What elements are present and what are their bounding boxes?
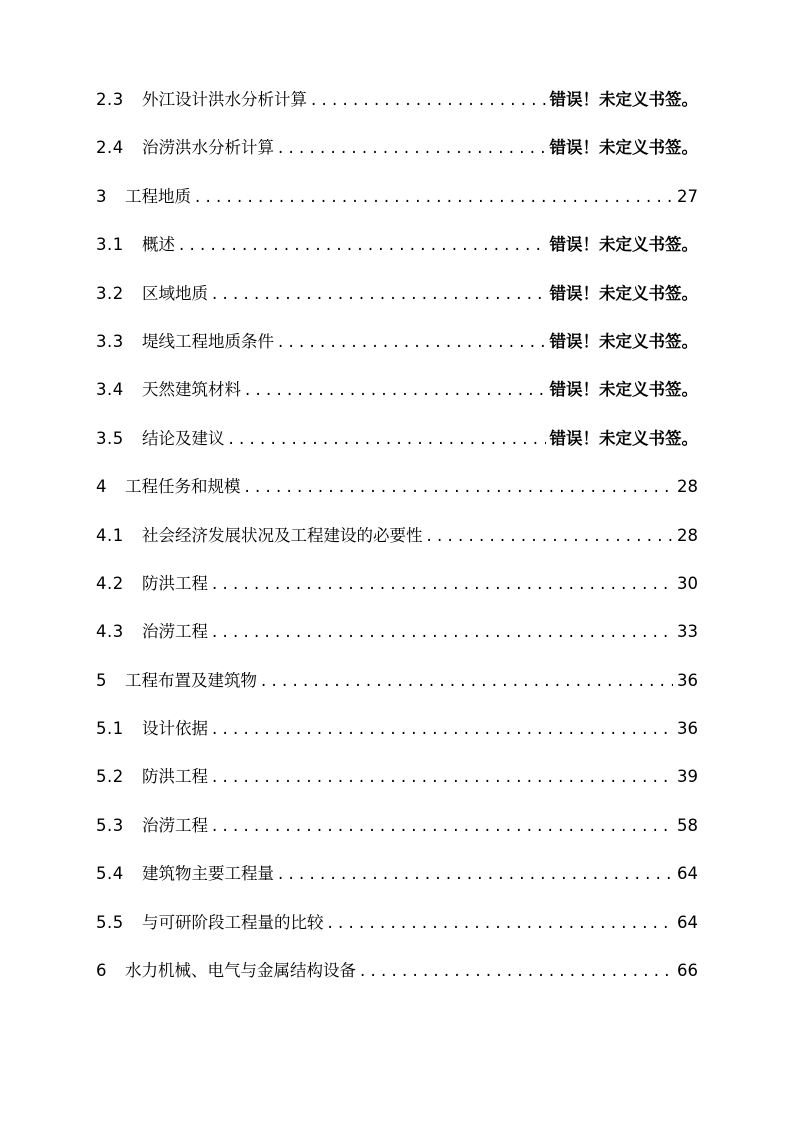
toc-entry-title: 社会经济发展状况及工程建设的必要性 <box>142 525 423 545</box>
toc-entry-title: 设计依据 <box>142 719 208 739</box>
toc-entry[interactable] <box>96 187 698 235</box>
toc-entry[interactable] <box>96 477 698 525</box>
toc-entry-number: 3 <box>96 186 107 206</box>
toc-entry-page-number: 58 <box>677 815 698 835</box>
toc-entry-page-number: 64 <box>677 864 698 884</box>
toc-entry-title: 治涝洪水分析计算 <box>142 138 274 158</box>
toc-entry-number: 3.5 <box>96 428 124 448</box>
toc-entry[interactable] <box>96 138 698 186</box>
toc-entry[interactable] <box>96 767 698 815</box>
toc-entry-number: 5.4 <box>96 864 124 884</box>
toc-entry[interactable] <box>96 864 698 912</box>
toc-entry-title: 堤线工程地质条件 <box>142 331 274 351</box>
toc-entry-bookmark-error: 错误！未定义书签。 <box>549 331 698 351</box>
dot-leader <box>229 429 546 449</box>
toc-entry-page-number: 64 <box>677 912 698 932</box>
dot-leader <box>261 671 673 691</box>
toc-entry-bookmark-error: 错误！未定义书签。 <box>549 138 698 158</box>
toc-entry-title: 外江设计洪水分析计算 <box>142 90 307 109</box>
toc-entry-number: 3.3 <box>96 331 124 351</box>
toc-entry-number: 5 <box>96 670 107 690</box>
toc-entry-bookmark-error: 错误！未定义书签。 <box>549 283 698 303</box>
toc-entry-bookmark-error: 错误！未定义书签。 <box>549 428 698 448</box>
toc-entry-number: 4 <box>96 477 107 497</box>
dot-leader <box>179 235 546 255</box>
toc-entry-number: 3.2 <box>96 283 124 303</box>
dot-leader <box>245 380 546 400</box>
table-of-contents <box>96 90 698 1009</box>
dot-leader <box>328 913 674 933</box>
toc-entry-title: 结论及建议 <box>142 428 225 448</box>
toc-entry-title: 防洪工程 <box>142 767 208 787</box>
toc-entry[interactable] <box>96 332 698 380</box>
toc-entry-title: 建筑物主要工程量 <box>142 864 274 884</box>
dot-leader <box>212 816 673 836</box>
toc-entry-bookmark-error: 错误！未定义书签。 <box>549 235 698 255</box>
dot-leader <box>278 138 546 158</box>
dot-leader <box>278 864 673 884</box>
toc-entry[interactable] <box>96 526 698 574</box>
toc-entry-page-number: 39 <box>677 767 698 787</box>
toc-entry-title: 与可研阶段工程量的比较 <box>142 912 324 932</box>
toc-entry-title: 治涝工程 <box>142 815 208 835</box>
toc-entry-number: 3.1 <box>96 235 124 255</box>
toc-entry-number: 5.2 <box>96 767 124 787</box>
toc-entry[interactable] <box>96 284 698 332</box>
dot-leader <box>212 574 673 594</box>
dot-leader <box>360 961 673 981</box>
toc-entry-bookmark-error: 错误！未定义书签。 <box>549 90 698 109</box>
toc-entry-title: 概述 <box>142 235 175 255</box>
toc-entry-page-number: 66 <box>677 961 698 981</box>
toc-entry-number: 2.4 <box>96 138 124 158</box>
toc-entry[interactable] <box>96 719 698 767</box>
dot-leader <box>311 90 546 110</box>
toc-entry-number: 6 <box>96 961 107 981</box>
toc-entry[interactable] <box>96 380 698 428</box>
dot-leader <box>195 187 673 207</box>
toc-entry-number: 4.1 <box>96 525 124 545</box>
toc-entry-number: 5.1 <box>96 719 124 739</box>
toc-entry-title: 工程任务和规模 <box>125 477 241 497</box>
toc-entry-bookmark-error: 错误！未定义书签。 <box>549 380 698 400</box>
toc-entry[interactable] <box>96 622 698 670</box>
toc-entry-title: 水力机械、电气与金属结构设备 <box>125 961 356 981</box>
toc-entry-title: 防洪工程 <box>142 573 208 593</box>
dot-leader <box>278 332 546 352</box>
dot-leader <box>212 719 673 739</box>
toc-entry[interactable] <box>96 574 698 622</box>
toc-entry-page-number: 27 <box>677 186 698 206</box>
toc-entry-title: 工程布置及建筑物 <box>125 670 257 690</box>
toc-entry[interactable] <box>96 961 698 1009</box>
toc-entry-title: 区域地质 <box>142 283 208 303</box>
toc-entry-page-number: 36 <box>677 670 698 690</box>
toc-entry-number: 3.4 <box>96 380 124 400</box>
toc-entry[interactable] <box>96 235 698 283</box>
toc-entry-number: 4.2 <box>96 573 124 593</box>
toc-entry-number: 2.3 <box>96 90 124 109</box>
dot-leader <box>427 526 674 546</box>
toc-entry-title: 工程地质 <box>125 186 191 206</box>
dot-leader <box>212 767 673 787</box>
toc-entry-title: 天然建筑材料 <box>142 380 241 400</box>
dot-leader <box>245 477 674 497</box>
toc-entry-title: 治涝工程 <box>142 622 208 642</box>
toc-entry[interactable] <box>96 816 698 864</box>
toc-entry-number: 5.3 <box>96 815 124 835</box>
toc-entry[interactable] <box>96 671 698 719</box>
toc-entry-number: 4.3 <box>96 622 124 642</box>
toc-entry-page-number: 28 <box>677 525 698 545</box>
toc-entry-page-number: 28 <box>677 477 698 497</box>
toc-entry[interactable] <box>96 913 698 961</box>
toc-entry-page-number: 33 <box>677 622 698 642</box>
dot-leader <box>212 284 546 304</box>
toc-entry[interactable] <box>96 90 698 138</box>
toc-entry-page-number: 36 <box>677 719 698 739</box>
toc-entry-page-number: 30 <box>677 573 698 593</box>
dot-leader <box>212 622 673 642</box>
toc-entry-number: 5.5 <box>96 912 124 932</box>
toc-entry[interactable] <box>96 429 698 477</box>
